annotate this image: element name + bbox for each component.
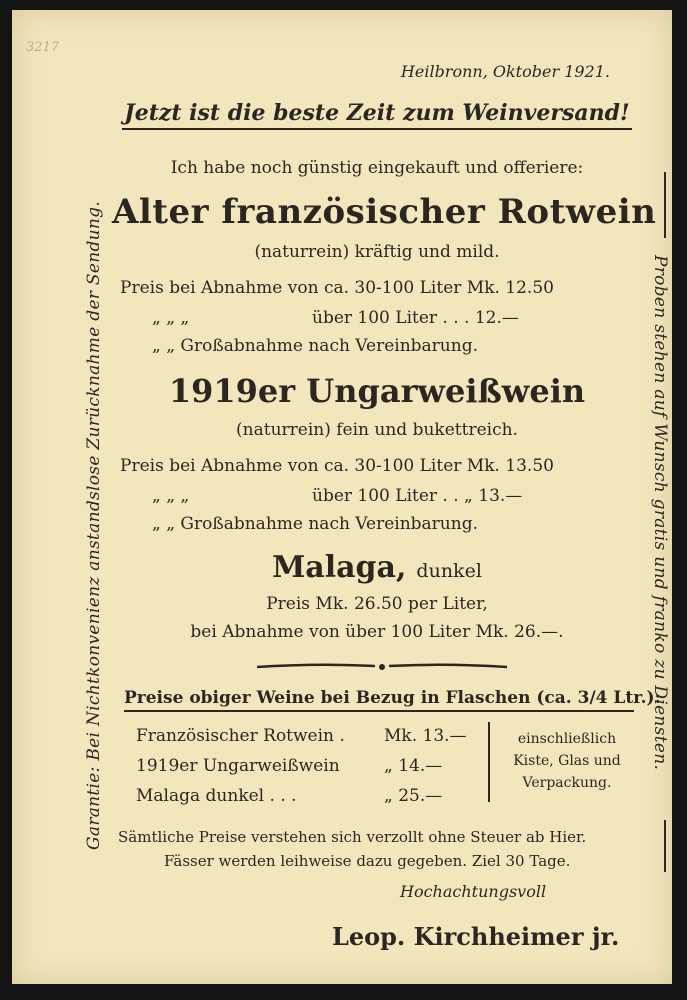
wine1-price-line2: über 100 Liter . . . 12.— [312,308,519,328]
side-text-left: Garantie: Bei Nichtkonvenienz anstandslose Zurücknahme der Sendung. [84,200,104,850]
wine2-price-line3: „ „ Großabnahme nach Vereinbarung. [152,514,478,534]
side-text-right: Proben stehen auf Wunsch gratis und franko zu Diensten. [650,255,670,771]
wine3-title-suffix: dunkel [416,560,482,582]
wine3-title: Malaga, [272,550,407,585]
wine2-title: 1919er Ungarweißwein [168,372,586,410]
pencil-note: 3217 [26,40,60,55]
wine1-desc: (naturrein) kräftig und mild. [254,242,500,262]
vertical-rule-top [664,172,666,238]
note-line: Fässer werden leihweise dazu gegeben. Ziel 30 Tage. [164,852,571,870]
wine2-price-line2: über 100 Liter . . „ 13.— [312,486,523,506]
wine3-price-line2: bei Abnahme von über 100 Liter Mk. 26.—. [190,622,564,642]
bottle-row-price: Mk. 13.— [384,726,467,746]
wine1-price-line3: „ „ Großabnahme nach Vereinbarung. [152,336,478,356]
bottle-row-price: „ 25.— [384,786,443,806]
bottle-note: einschließlich Kiste, Glas und Verpackung. [513,731,621,791]
brace [488,722,500,802]
wine2-desc: (naturrein) fein und bukettreich. [236,420,518,440]
signature: Leop. Kirchheimer jr. [332,922,620,951]
bottle-row-name: 1919er Ungarweißwein [136,756,340,776]
wine3-price-line1: Preis Mk. 26.50 per Liter, [266,594,488,614]
bottle-row-name: Französischer Rotwein . [136,726,345,746]
bottle-row-price: „ 14.— [384,756,443,776]
greeting: Hochachtungsvoll [400,882,547,901]
wine3-title-row [112,550,642,585]
bottle-row-name: Malaga dunkel . . . [136,786,297,806]
bottle-prices-header: Preise obiger Weine bei Bezug in Flaschen (ca. 3/4 Ltr.): [124,688,634,712]
note-line: Sämtliche Preise verstehen sich verzollt ohne Steuer ab Hier. [118,828,587,846]
postcard [12,10,672,984]
wine1-title: Alter französischer Rotwein [112,192,657,232]
wine1-price-line1: Preis bei Abnahme von ca. 30-100 Liter Mk. 12.50 [120,278,554,298]
wine1-ditto-marks: „ „ „ [152,308,190,328]
wine2-price-line1: Preis bei Abnahme von ca. 30-100 Liter Mk. 13.50 [120,456,554,476]
date-line: Heilbronn, Oktober 1921. [400,62,610,81]
wine2-ditto-marks: „ „ „ [152,486,190,506]
vertical-rule-bottom [664,820,666,872]
headline: Jetzt ist die beste Zeit zum Weinversand! [122,100,632,130]
ornament-divider [257,662,507,672]
intro-text: Ich habe noch günstig eingekauft und offeriere: [170,158,584,178]
